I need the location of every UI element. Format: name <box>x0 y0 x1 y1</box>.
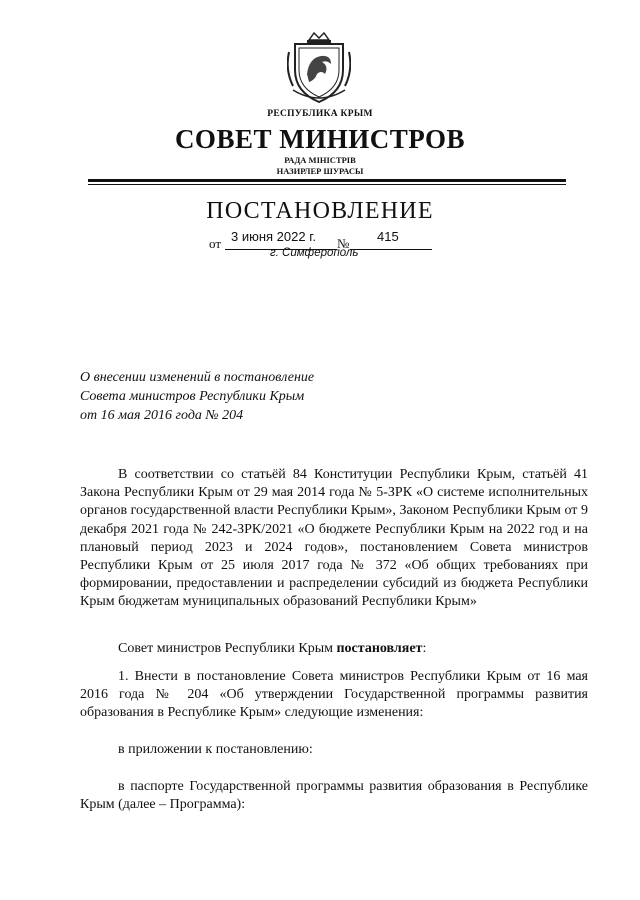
resolves-keyword: постановляет <box>336 641 423 656</box>
subject-line: О внесении изменений в постановление <box>80 370 315 385</box>
council-name-crimean-tatar: НАЗИРЛЕР ШУРАСЫ <box>276 166 364 176</box>
resolves-suffix: : <box>422 641 427 656</box>
city: г. Симферополь <box>270 247 359 259</box>
document-date: 3 июня 2022 г. <box>231 229 316 244</box>
region-name: РЕСПУБЛИКА КРЫМ <box>267 109 373 119</box>
header-divider-thin <box>88 184 566 185</box>
body-paragraph-legal-basis: В соответствии со статьёй 84 Конституции Республики Крым, статьёй 41 Закона Республики Крым от 29 мая 2014 года № 5-ЗРК «О системе исполнительных органов государственной власти Республики Крым», Законом Республики Крым от 9 декабря 2021 года № 242-ЗРК/2021 «О бюджете Республики Крым на 2022 год и на плановый период 2023 и 2024 годов», постановлением Совета министров Республики Крым от 25 июля 2017 года № 372 «Об общих требованиях при формировании, предоставлении и распределении субсидий из бюджета Республики Крым бюджетам муниципальных образований Республики Крым» <box>80 467 588 610</box>
subject-line: от 16 мая 2016 года № 204 <box>80 408 244 423</box>
resolves-prefix: Совет министров Республики Крым <box>118 641 337 656</box>
council-name-ukrainian: РАДА МІНІСТРІВ <box>284 155 356 165</box>
document-number: 415 <box>377 229 399 244</box>
number-underline <box>350 249 432 250</box>
body-paragraph-passport: в паспорте Государственной программы развития образования в Республике Крым (далее – Программа): <box>80 779 588 813</box>
council-name: СОВЕТ МИНИСТРОВ <box>174 124 466 154</box>
document-title: ПОСТАНОВЛЕНИЕ <box>206 198 434 224</box>
document-subject <box>80 368 314 425</box>
header-divider-thick <box>88 179 566 182</box>
body-paragraph-appendix: в приложении к постановлению: <box>118 742 313 757</box>
body-paragraph-resolves <box>80 640 588 658</box>
number-label: № <box>337 236 350 251</box>
coat-of-arms-icon <box>287 30 351 106</box>
body-paragraph-item-1: 1. Внести в постановление Совета министров Республики Крым от 16 мая 2016 года № 204 «Об утверждении Государственной программы развития образования в Республике Крым» следующие изменения: <box>80 669 588 721</box>
date-from-label: от <box>209 236 222 251</box>
subject-line: Совета министров Республики Крым <box>80 389 305 404</box>
